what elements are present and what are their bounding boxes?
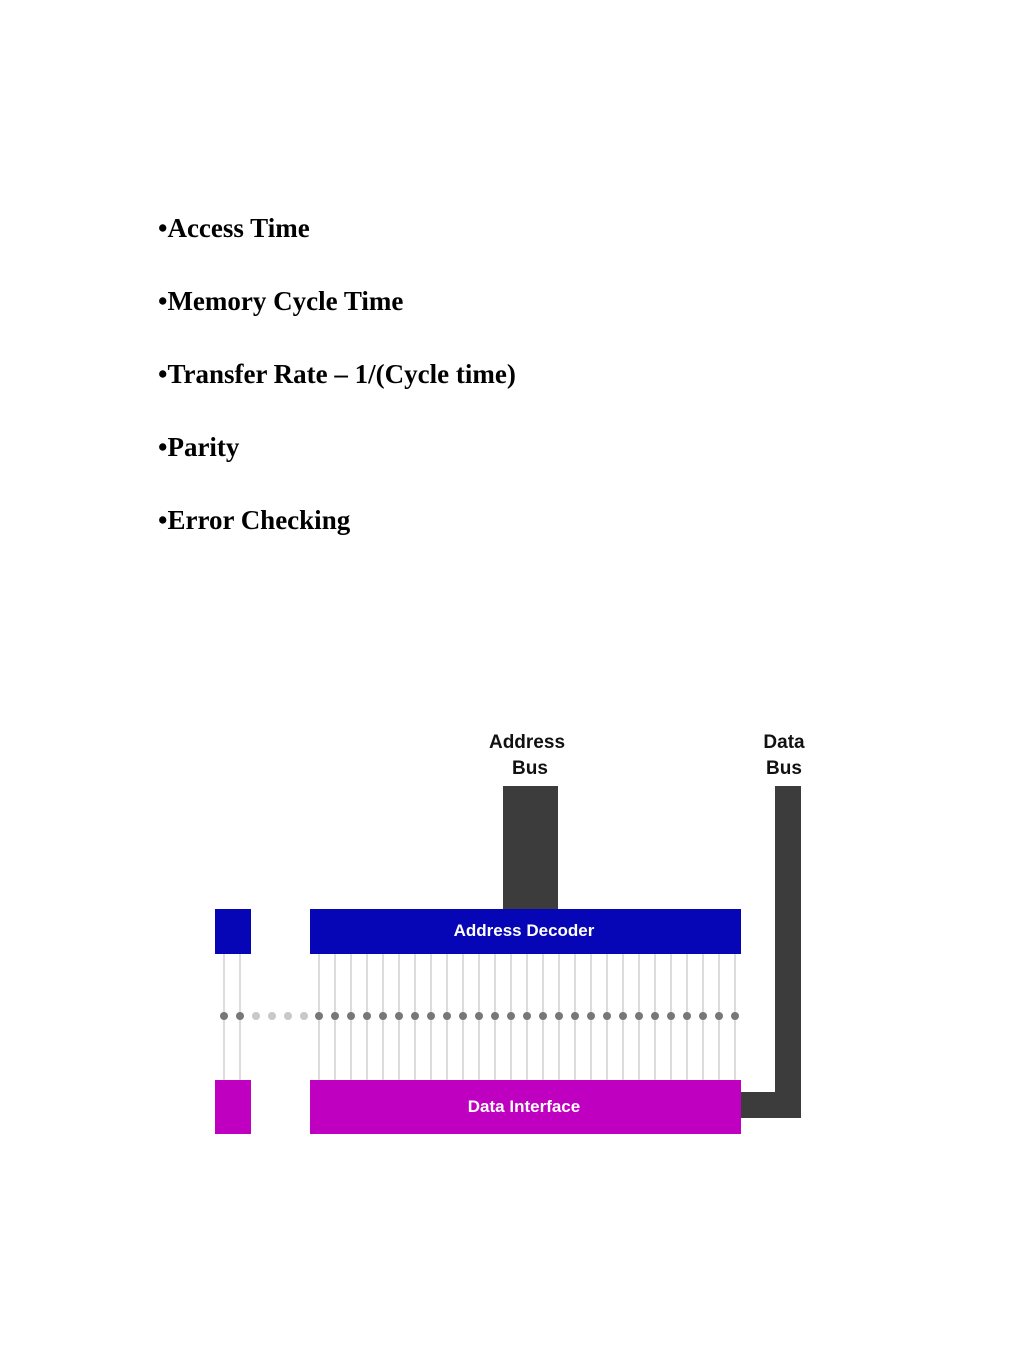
memory-cell-dot [379, 1012, 387, 1020]
bullet-transfer-rate: •Transfer Rate – 1/(Cycle time) [158, 359, 516, 389]
address-bus-label-line2: Bus [512, 758, 548, 779]
memory-cell-dot [667, 1012, 675, 1020]
memory-cell-dot [635, 1012, 643, 1020]
address-bus [503, 786, 558, 910]
address-decoder-label: Address Decoder [453, 921, 595, 940]
memory-cell-dot [683, 1012, 691, 1020]
memory-cell-dot [443, 1012, 451, 1020]
memory-cell-dot [731, 1012, 739, 1020]
memory-cell-dot [220, 1012, 228, 1020]
bullet-memory-cycle-time: •Memory Cycle Time [158, 286, 404, 316]
bullet-access-time: •Access Time [158, 213, 310, 243]
memory-cell-dot [539, 1012, 547, 1020]
bullet-error-checking: •Error Checking [158, 505, 351, 535]
memory-cell-dot [347, 1012, 355, 1020]
memory-cell-dot [363, 1012, 371, 1020]
memory-cell-dot [268, 1012, 276, 1020]
memory-cell-dot [300, 1012, 308, 1020]
address-decoder-small-block [215, 909, 251, 954]
data-bus-label-line1: Data [763, 732, 805, 753]
memory-cell-dot [236, 1012, 244, 1020]
memory-cell-dot [587, 1012, 595, 1020]
memory-cell-dot [523, 1012, 531, 1020]
memory-cell-dot [619, 1012, 627, 1020]
address-bus-label-line1: Address [488, 732, 566, 753]
memory-cell-dot [315, 1012, 323, 1020]
memory-cell-dot [475, 1012, 483, 1020]
memory-cell-dot [555, 1012, 563, 1020]
memory-cell-dot [427, 1012, 435, 1020]
memory-cell-dot [715, 1012, 723, 1020]
data-bus [741, 786, 801, 1118]
bullet-parity: •Parity [158, 432, 240, 462]
data-interface-small-block [215, 1080, 251, 1134]
memory-cell-dot [507, 1012, 515, 1020]
memory-cell-dot [571, 1012, 579, 1020]
memory-cell-dot [252, 1012, 260, 1020]
memory-cell-dot [411, 1012, 419, 1020]
memory-cell-dot [651, 1012, 659, 1020]
memory-cell-dot [395, 1012, 403, 1020]
memory-cell-dot [603, 1012, 611, 1020]
memory-cell-dot [699, 1012, 707, 1020]
memory-cell-dot [331, 1012, 339, 1020]
data-interface-label: Data Interface [467, 1097, 581, 1116]
memory-cell-dots [220, 1012, 739, 1020]
memory-cell-dot [284, 1012, 292, 1020]
data-bus-label-line2: Bus [766, 758, 802, 779]
memory-cell-dot [491, 1012, 499, 1020]
memory-cell-dot [459, 1012, 467, 1020]
